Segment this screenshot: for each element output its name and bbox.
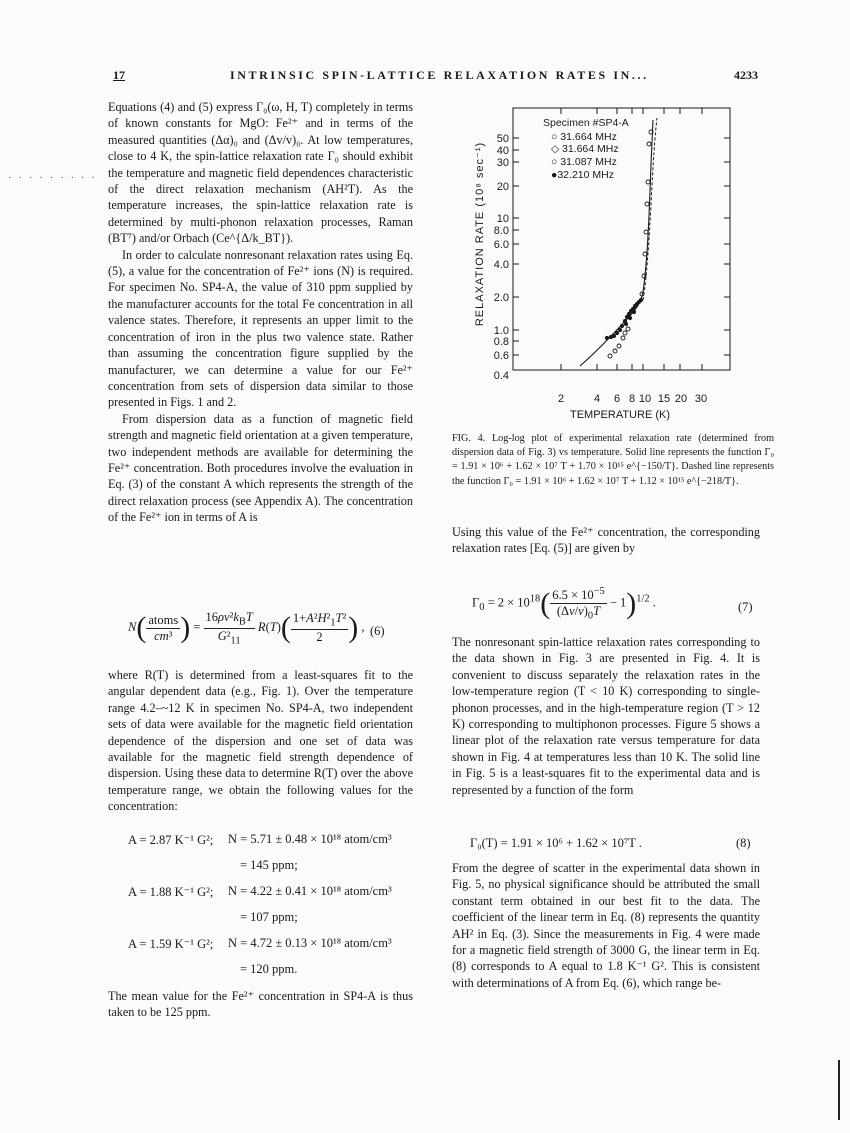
page-header [0,68,850,86]
paragraph-nonresonant-rates: The nonresonant spin-lattice relaxation rates corresponding to the data shown in Fig. 3 are presented in Fig. 4. It is convenient to discuss separately the relaxation rates in the low-temperature region (T < 10 K) corresponding to single-phonon processes, and in the high-temperature region (T > 12 K) corresponding to multiphonon processes. Figure 5 shows a linear plot of the relaxation rate versus temperature for data shown in Fig. 4 at temperatures less than 10 K. The solid line in Fig. 5 is a least-squares fit to the experimental data and is represented by a function of the form [452,635,760,797]
x-tick-label: 10 [638,393,652,405]
y-tick-label: 6.0 [493,239,509,251]
y-tick-label: 50 [496,133,509,145]
figure-4-caption: FIG. 4. Log-log plot of experimental relaxation rate (determined from dispersion data of Fig. 3) vs temperature. Solid line represents the function Γ₀ = 1.91 × 10⁶ + 1.62 × 10⁷ T + 1.70 × 10¹⁵ e^{−150/T}. Dashed line represents the function Γ₀ = 1.91 × 10⁶ + 1.62 × 10⁷ T + 1.12 × 10¹⁵ e^{−218/T}. [452,433,774,487]
left-column-bottom [108,988,413,1021]
legend [543,117,629,181]
paragraph-using-value: Using this value of the Fe²⁺ concentration, the corresponding relaxation rates [Eq. (5)] are given by [452,525,760,556]
scan-edge-mark [838,1060,840,1120]
x-axis-label: TEMPERATURE (K) [569,409,671,421]
page-number: 4233 [734,68,758,82]
legend-item: ○ 31.664 MHz [551,131,617,143]
paragraph-concentration: In order to calculate nonresonant relaxation rates using Eq. (5), a value for the concentration of Fe²⁺ ions (N) is required. For specimen No. SP4-A, the value of 310 ppm supplied by the manufacturer accounts for the total Fe concentration in all valence states. Therefore, it represents an upper limit to the concentration of iron in the plus two valence state. Rather than assuming the concentration figure supplied by the manufacturer, we can determine a value for our Fe²⁺ concentration from sets of dispersion data similar to those presented in Figs. 1 and 2. [108,247,413,410]
equation-7-number: (7) [738,600,753,614]
y-axis-ticks [513,138,730,355]
y-tick-label: 2.0 [493,292,509,304]
equation-6-number: (6) [370,624,385,638]
legend-item: ○ 31.087 MHz [551,156,617,168]
value-ppm-3: = 120 ppm. [240,962,298,976]
equation-7: $\Gamma_0 = 2 \times 10^{18}$( $\frac{6.5 \times 10^{-5}}{(\Delta v/v)_0T}$ − 1)$^{1/2}$ . [472,586,656,622]
equation-8-number: (8) [736,836,751,850]
paragraph-dispersion-methods: From dispersion data as a function of magnetic field strength and magnetic field orientation at a given temperature, two independent methods are available for determining the Fe²⁺ concentration. Both procedures involve the evaluation in Eq. (3) of the constant A which represents the strength of the direct relaxation process (see Appendix A). The concentration of the Fe²⁺ ion in terms of A is [108,411,413,525]
value-n-1: N = 5.71 ± 0.48 × 10¹⁸ atom/cm³ [228,832,392,846]
running-title: INTRINSIC SPIN-LATTICE RELAXATION RATES IN... [230,68,649,82]
value-ppm-1: = 145 ppm; [240,858,298,872]
x-tick-label: 6 [613,393,621,405]
y-tick-label: 0.4 [493,370,509,382]
y-tick-label: 1.0 [493,325,509,337]
value-n-3: N = 4.72 ± 0.13 × 10¹⁸ atom/cm³ [228,936,392,950]
y-tick-label: 40 [496,145,509,157]
y-tick-label: 10 [496,213,509,225]
y-tick-label: 0.6 [493,350,509,362]
paragraph-degree-of-scatter: From the degree of scatter in the experimental data shown in Fig. 5, no physical significance should be attributed the small constant term obtained in our best fit to the data. The coefficient of the linear term in Eq. (8) represents the quantity AH² in Eq. (3). Since the measurements in Fig. 4 were made for a magnetic field strength of 3000 G, the linear term in Eq. (8) corresponds to A equal to 1.8 K⁻¹ G². This is consistent with determinations of A from Eq. (6), which range be- [452,861,760,990]
y-tick-label: 0.8 [493,336,509,348]
page-volume-number: 17 [113,68,125,82]
margin-marks: · · · · · · · · · [8,172,97,184]
paragraph-mean-value: The mean value for the Fe²⁺ concentration in SP4-A is thus taken to be 125 ppm. [108,989,413,1020]
x-tick-label: 20 [674,393,688,405]
y-tick-label: 20 [496,181,509,193]
data-series-32-210 [605,298,643,340]
x-tick-label: 15 [657,393,671,405]
paragraph-equations-4-5: Equations (4) and (5) express Γ₀(ω, H, T) completely in terms of known constants for MgO: Fe²⁺ and in terms of the measured quantities (Δα)₀ and (Δv/v)₀. At low temperatures, close to 4 K, the spin-lattice relaxation rate Γ₀ should exhibit the temperature and magnetic field dependences characteristic of the direct relaxation mechanism (AH²T). As the temperature increases, the spin-lattice relaxation rate is determined by multi-phonon relaxation processes, Raman (BT⁷) and/or Orbach (Ce^{Δ/k_BT}). [108,100,413,246]
equation-6: N( $\frac{\text{atoms}}{\text{cm³}}$ ) = $\frac{16\rho v^2k_BT}{G^2_{11}}$ R(T)( $\frac{1+A^2H^2_1T^2}{2}$ ) , [128,610,365,646]
right-column-top [452,524,760,557]
equation-8: Γ₀(T) = 1.91 × 10⁶ + 1.62 × 10⁷T . [470,836,642,850]
left-column-mid [108,667,413,815]
value-a-3: A = 1.59 K⁻¹ G²; [128,937,214,951]
y-tick-label: 4.0 [493,259,509,271]
x-tick-label: 30 [694,393,708,405]
x-tick-label: 2 [557,393,565,405]
left-column-top [108,99,413,526]
value-n-2: N = 4.22 ± 0.41 × 10¹⁸ atom/cm³ [228,884,392,898]
x-tick-label: 8 [628,393,636,405]
legend-item: ●32.210 MHz [551,169,614,181]
figure-4-plot [455,104,770,426]
value-ppm-2: = 107 ppm; [240,910,298,924]
y-tick-label: 30 [496,157,509,169]
paragraph-least-squares: where R(T) is determined from a least-squares fit to the angular dependent data (e.g., Fig. 1). Over the temperature range 4.2–~12 K in specimen No. SP4-A, two independent sets of data were available for the magnetic field orientation dependence of the dispersion and one set of data was available for the magnetic field strength dependence of dispersion. Using these data to determine R(T) over the above temperature range, we obtain the following values for the concentration: [108,668,413,814]
x-tick-label: 4 [593,393,601,405]
right-column-mid [452,634,760,798]
figure-4 [455,104,770,426]
y-tick-labels [494,133,509,382]
y-tick-label: 8.0 [493,225,509,237]
legend-item: ◇ 31.664 MHz [551,143,619,155]
x-tick-labels [558,393,707,405]
value-a-1: A = 2.87 K⁻¹ G²; [128,833,214,847]
value-a-2: A = 1.88 K⁻¹ G²; [128,885,214,899]
legend-title: Specimen #SP4-A [543,117,629,129]
right-column-bottom [452,860,760,991]
y-axis-label: RELAXATION RATE (10⁸ sec⁻¹) [474,141,486,327]
